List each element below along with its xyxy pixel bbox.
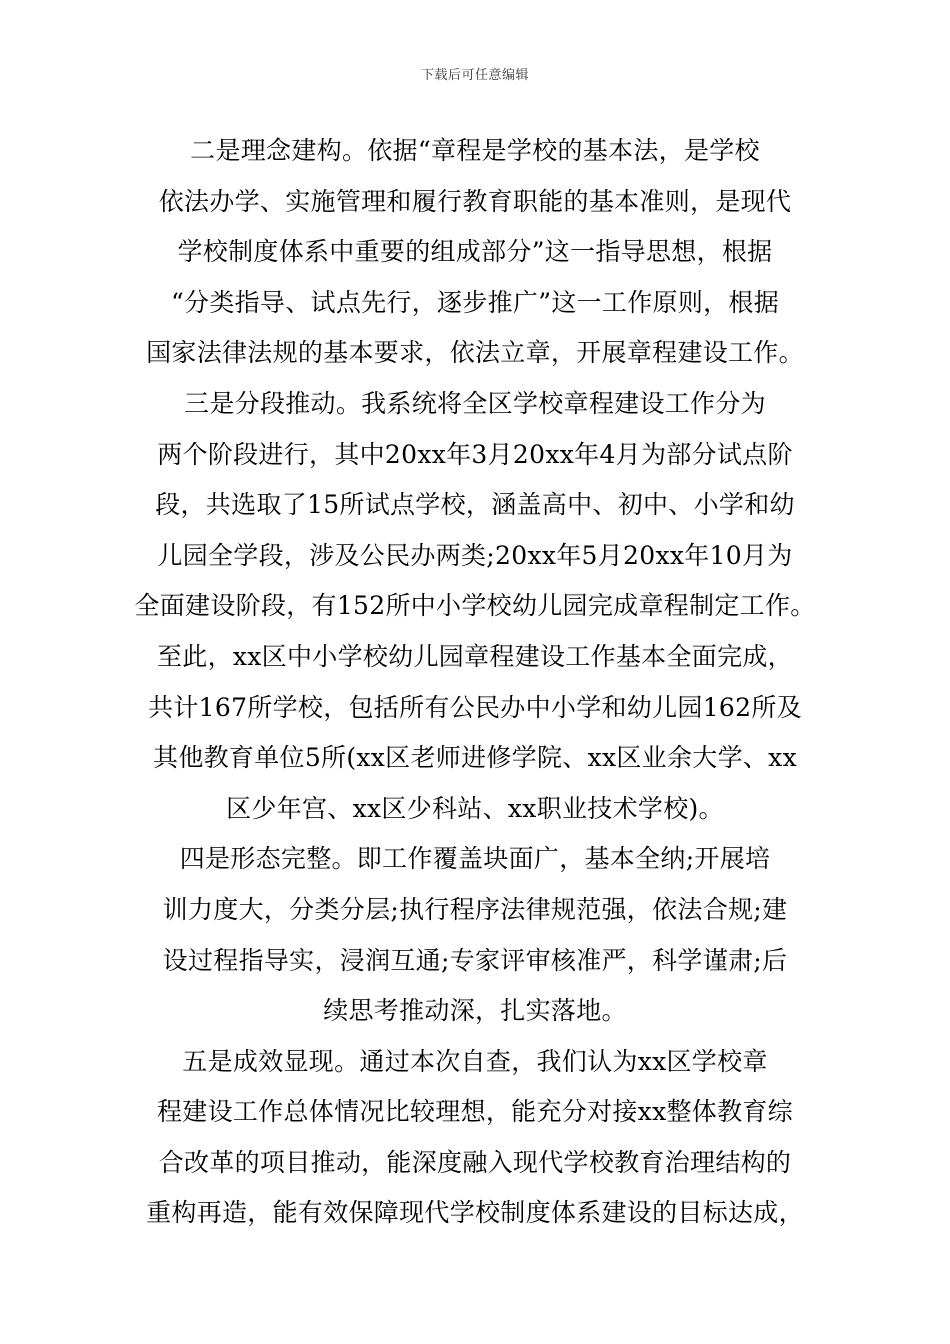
text-line: 国家法律法规的基本要求，依法立章，开展章程建设工作。	[146, 338, 804, 368]
text-line: 重构再造，能有效保障现代学校制度体系建设的目标达成，	[146, 1198, 804, 1228]
text-line: 设过程指导实，浸润互通;专家评审核准严，科学谨肃;后	[162, 945, 788, 975]
text-line: 二是理念建构。依据“章程是学校的基本法，是学校	[190, 136, 760, 165]
text-line: 程建设工作总体情况比较理想，能充分对接xx整体教育综	[156, 1097, 793, 1127]
text-line: 学校制度体系中重要的组成部分”这一指导思想，根据	[177, 237, 773, 267]
text-line: 五是成效显现。通过本次自查，我们认为xx区学校章	[182, 1046, 768, 1076]
text-line: 段，共选取了15所试点学校，涵盖高中、初中、小学和幼	[155, 490, 795, 520]
text-line: 共计167所学校，包括所有公民办中小学和幼儿园162所及	[148, 692, 802, 722]
text-line: 合改革的项目推动，能深度融入现代学校教育治理结构的	[158, 1147, 792, 1177]
text-line: 两个阶段进行，其中20xx年3月20xx年4月为部分试点阶	[157, 439, 793, 469]
text-line: 训力度大，分类分层;执行程序法律规范强，依法合规;建	[162, 894, 788, 924]
text-line: 依法办学、实施管理和履行教育职能的基本准则，是现代	[158, 186, 792, 216]
document-body	[130, 126, 820, 1239]
text-line: “分类指导、试点先行，逐步推广”这一工作原则，根据	[170, 287, 780, 317]
text-line: 三是分段推动。我系统将全区学校章程建设工作分为	[184, 388, 766, 418]
text-line: 区少年宫、xx区少科站、xx职业技术学校)。	[226, 793, 724, 823]
page-header: 下载后可任意编辑	[420, 68, 529, 83]
text-line: 全面建设阶段，有152所中小学校幼儿园完成章程制定工作。	[134, 591, 816, 621]
text-line: 其他教育单位5所(xx区老师进修学院、xx区业余大学、xx	[153, 743, 797, 773]
text-line: 续思考推动深，扎实落地。	[323, 996, 627, 1026]
text-line: 至此，xx区中小学校幼儿园章程建设工作基本全面完成，	[156, 641, 793, 671]
text-line: 儿园全学段，涉及公民办两类;20xx年5月20xx年10月为	[157, 540, 793, 570]
text-line: 四是形态完整。即工作覆盖块面广，基本全纳;开展培	[179, 844, 771, 874]
